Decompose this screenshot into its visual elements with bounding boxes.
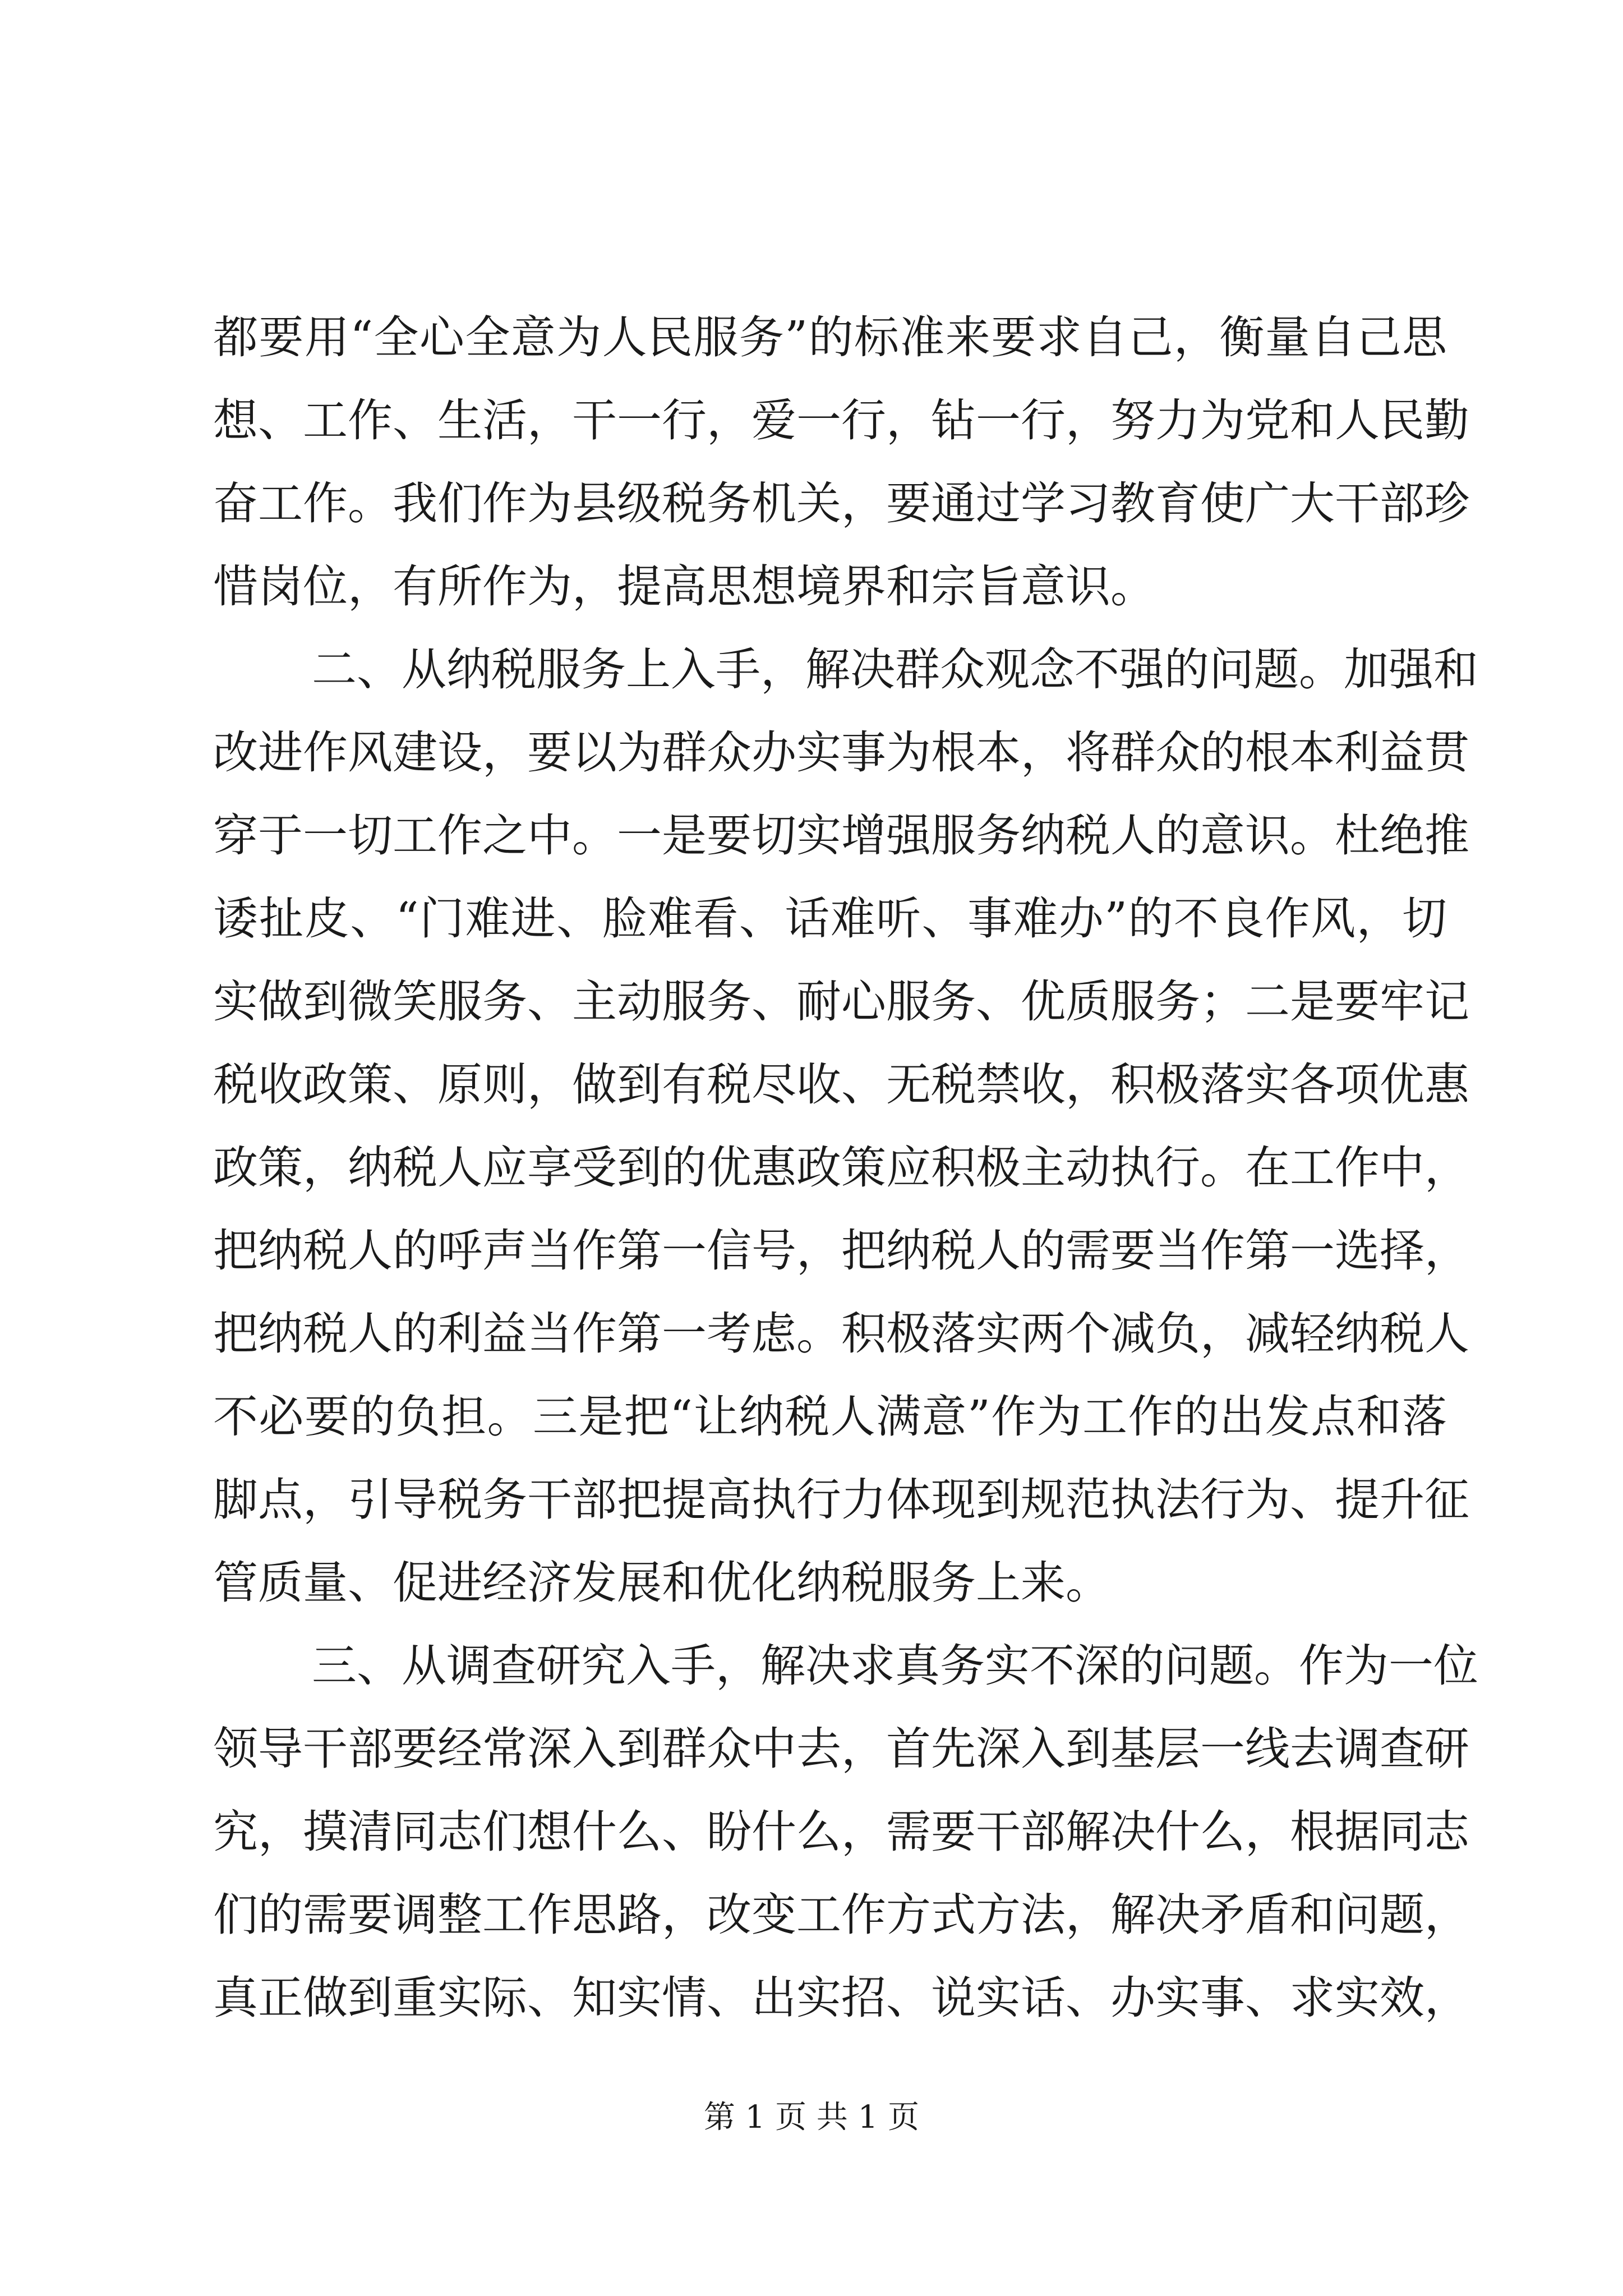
text-line: 惜岗位，有所作为，提高思想境界和宗旨意识。 — [213, 560, 1155, 613]
text-line: 脚点，引导税务干部把提高执行力体现到规范执法行为、提升征 — [213, 1474, 1469, 1526]
text-line: 把纳税人的呼声当作第一信号，把纳税人的需要当作第一选择， — [213, 1225, 1469, 1277]
text-line: 想、工作、生活，干一行，爱一行，钻一行，努力为党和人民勤 — [213, 394, 1469, 447]
text-line: 政策，纳税人应享受到的优惠政策应积极主动执行。在工作中， — [213, 1142, 1469, 1194]
text-line: 奋工作。我们作为县级税务机关，要通过学习教育使广大干部珍 — [213, 477, 1469, 530]
text-line: 改进作风建设，要以为群众办实事为根本，将群众的根本利益贯 — [213, 726, 1469, 779]
text-line: 管质量、促进经济发展和优化纳税服务上来。 — [213, 1557, 1110, 1609]
text-line: 领导干部要经常深入到群众中去，首先深入到基层一线去调查研 — [213, 1723, 1469, 1775]
text-line: 究，摸清同志们想什么、盼什么，需要干部解决什么，根据同志 — [213, 1806, 1469, 1858]
text-line: 不必要的负担。三是把“让纳税人满意”作为工作的出发点和落 — [213, 1391, 1447, 1443]
text-line: 真正做到重实际、知实情、出实招、说实话、办实事、求实效， — [213, 1972, 1469, 2024]
text-line: 穿于一切工作之中。一是要切实增强服务纳税人的意识。杜绝推 — [213, 809, 1469, 862]
paragraph-first-line: 三、从调查研究入手，解决求真务实不深的问题。作为一位 — [312, 1640, 1478, 1692]
page-footer: 第 1 页 共 1 页 — [703, 2099, 920, 2136]
text-line: 诿扯皮、“门难进、脸难看、话难听、事难办”的不良作风，切 — [213, 892, 1447, 945]
text-line: 都要用“全心全意为人民服务”的标准来要求自己，衡量自己思 — [213, 311, 1447, 364]
text-line: 实做到微笑服务、主动服务、耐心服务、优质服务；二是要牢记 — [213, 976, 1469, 1028]
text-line: 们的需要调整工作思路，改变工作方式方法，解决矛盾和问题， — [213, 1889, 1469, 1941]
text-line: 把纳税人的利益当作第一考虑。积极落实两个减负，减轻纳税人 — [213, 1308, 1469, 1360]
text-line: 税收政策、原则，做到有税尽收、无税禁收，积极落实各项优惠 — [213, 1059, 1469, 1111]
paragraph-first-line: 二、从纳税服务上入手，解决群众观念不强的问题。加强和 — [312, 643, 1478, 696]
